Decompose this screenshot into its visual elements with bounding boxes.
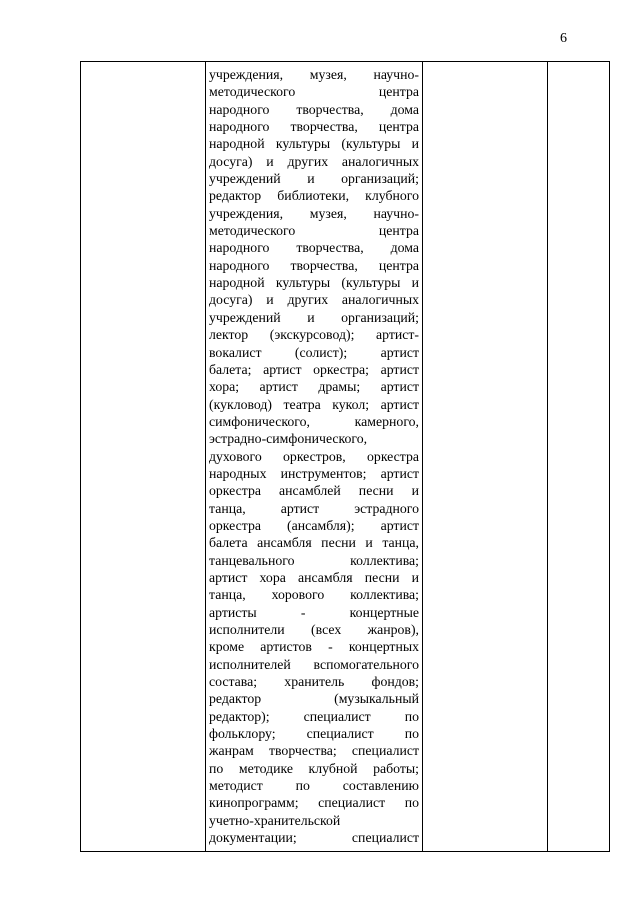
text-line: кроме артистов - концертных [209, 639, 419, 655]
text-line: народных инструментов; артист [209, 465, 419, 481]
text-line: учетно-хранительской [209, 812, 341, 828]
positions-text [206, 62, 422, 846]
text-line: хора; артист драмы; артист [209, 379, 419, 395]
table-cell-col3 [423, 62, 548, 852]
text-line: артисты - концертные [209, 604, 419, 620]
text-line: редактор (музыкальный [209, 691, 419, 707]
text-line: состава; хранитель фондов; [209, 674, 419, 690]
positions-table [80, 61, 610, 852]
table-row [81, 62, 610, 852]
text-line: учреждения, музея, научно- [209, 205, 419, 221]
text-line: лектор (экскурсовод); артист- [209, 327, 419, 343]
text-line: методического центра [209, 223, 419, 239]
text-line: учреждений и организаций; [209, 309, 419, 325]
text-line: исполнителей вспомогательного [209, 656, 419, 672]
text-line: народного творчества, дома [209, 101, 419, 117]
text-line: народного творчества, дома [209, 240, 419, 256]
text-line: народного творчества, центра [209, 119, 419, 135]
text-line: народной культуры (культуры и [209, 136, 419, 152]
text-line: редактор библиотеки, клубного [209, 188, 419, 204]
text-line: методического центра [209, 84, 419, 100]
text-line: кинопрограмм; специалист по [209, 795, 419, 811]
text-line: симфонического, камерного, [209, 413, 419, 429]
text-line: духового оркестров, оркестра [209, 448, 419, 464]
text-line: оркестра (ансамбля); артист [209, 517, 419, 533]
text-line: народного творчества, центра [209, 257, 419, 273]
text-line: артист хора ансамбля песни и [209, 569, 419, 585]
text-line: фольклору; специалист по [209, 726, 419, 742]
text-line: балета; артист оркестра; артист [209, 361, 419, 377]
text-line: досуга) и других аналогичных [209, 153, 419, 169]
text-line: оркестра ансамблей песни и [209, 483, 419, 499]
text-line: жанрам творчества; специалист [209, 743, 419, 759]
text-line: народной культуры (культуры и [209, 275, 419, 291]
table-cell-positions-list [206, 62, 423, 852]
table-cell-col4 [548, 62, 610, 852]
text-line: эстрадно-симфонического, [209, 431, 368, 447]
text-line: балета ансамбля песни и танца, [209, 535, 419, 551]
text-line: методист по составлению [209, 778, 419, 794]
text-line: (кукловод) театра кукол; артист [209, 396, 419, 412]
text-line: по методике клубной работы; [209, 760, 419, 776]
text-line: танца, артист эстрадного [209, 500, 419, 516]
text-line: досуга) и других аналогичных [209, 292, 419, 308]
text-line: учреждения, музея, научно- [209, 67, 419, 82]
text-line: танца, хорового коллектива; [209, 587, 419, 603]
text-line: исполнители (всех жанров), [209, 622, 419, 637]
text-line: вокалист (солист); артист [209, 344, 419, 360]
text-line: редактор); специалист по [209, 708, 419, 724]
text-line: учреждений и организаций; [209, 171, 419, 187]
table-cell-col1 [81, 62, 206, 852]
text-line: документации; специалист [209, 830, 419, 846]
text-line: танцевального коллектива; [209, 552, 419, 568]
page-number: 6 [560, 31, 567, 46]
